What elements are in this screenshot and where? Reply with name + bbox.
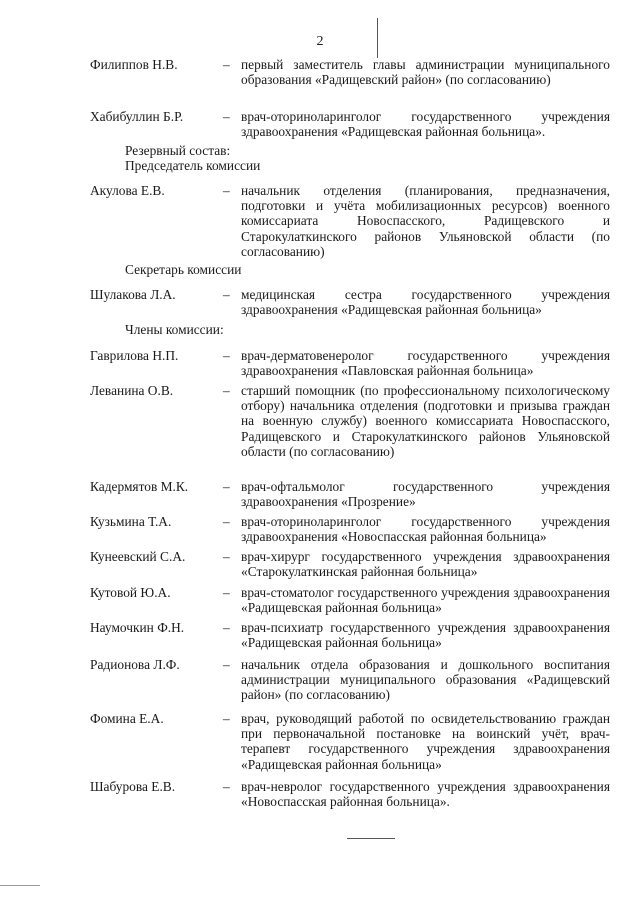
member-entry	[90, 383, 610, 459]
dash: –	[223, 620, 230, 635]
dash: –	[223, 348, 230, 363]
member-entry	[90, 711, 610, 772]
member-entry	[90, 348, 610, 378]
dash: –	[223, 657, 230, 672]
member-role: врач-оториноларинголог государственного учреждения здравоохранения «Новоспасская районная больница»	[241, 514, 610, 545]
member-role: врач-психиатр государственного учреждения здравоохранения «Радищевская районная больница»	[241, 620, 610, 651]
dash: –	[223, 549, 230, 564]
secretary-heading: Секретарь комиссии	[125, 262, 242, 277]
member-name: Кузьмина Т.А.	[90, 514, 172, 529]
member-role: начальник отдела образования и дошкольного воспитания администрации муниципального образования «Радищевский район» (по согласованию)	[241, 657, 610, 703]
member-role: врач-невролог государственного учреждения здравоохранения «Новоспасская районная больница».	[241, 779, 610, 810]
dash: –	[223, 183, 230, 198]
dash: –	[223, 479, 230, 494]
dash: –	[223, 383, 230, 398]
members-heading: Члены комиссии:	[125, 322, 224, 337]
dash: –	[223, 514, 230, 529]
member-role: врач-дерматовенеролог государственного учреждения здравоохранения «Павловская районная больница»	[241, 348, 610, 379]
member-name: Шабурова Е.В.	[90, 779, 176, 794]
member-role: врач-хирург государственного учреждения здравоохранения «Старокулаткинская районная больница»	[241, 549, 610, 580]
member-role: начальник отделения (планирования, предназначения, подготовки и учёта мобилизационных ресурсов) военного комиссариата Новоспасского, Радищевского и Старокулаткинского районов Ульяновской области (по согласованию)	[241, 183, 610, 259]
member-role: врач-оториноларинголог государственного учреждения здравоохранения «Радищевская районная больница».	[241, 109, 610, 140]
member-entry	[90, 479, 610, 509]
member-role: первый заместитель главы администрации муниципального образования «Радищевский район» (по согласованию)	[241, 57, 610, 88]
member-entry	[90, 657, 610, 703]
member-entry-khabibullin	[90, 109, 610, 139]
member-entry	[90, 514, 610, 544]
member-name: Шулакова Л.А.	[90, 287, 176, 302]
member-entry	[90, 620, 610, 650]
scan-mark-bottom	[347, 838, 395, 839]
dash: –	[223, 779, 230, 794]
member-role: медицинская сестра государственного учреждения здравоохранения «Радищевская районная больница»	[241, 287, 610, 318]
member-name: Кутовой Ю.А.	[90, 585, 171, 600]
reserve-title: Резервный состав:	[125, 143, 231, 158]
member-entry	[90, 585, 610, 615]
member-entry	[90, 549, 610, 579]
chair-heading: Председатель комиссии	[125, 158, 261, 173]
member-name: Акулова Е.В.	[90, 183, 165, 198]
scan-mark-bottom-left	[0, 885, 40, 886]
member-name: Радионова Л.Ф.	[90, 657, 180, 672]
dash: –	[223, 711, 230, 726]
secretary-entry	[90, 287, 610, 317]
member-name: Наумочкин Ф.Н.	[90, 620, 185, 635]
dash: –	[223, 287, 230, 302]
member-name: Фомина Е.А.	[90, 711, 164, 726]
member-entry-filippov	[90, 57, 610, 87]
dash: –	[223, 109, 230, 124]
member-role: врач-офтальмолог государственного учреждения здравоохранения «Прозрение»	[241, 479, 610, 510]
dash: –	[223, 57, 230, 72]
member-name: Кунеевский С.А.	[90, 549, 186, 564]
member-role: врач-стоматолог государственного учреждения здравоохранения «Радищевская районная больница»	[241, 585, 610, 616]
member-name: Леванина О.В.	[90, 383, 174, 398]
member-name: Гаврилова Н.П.	[90, 348, 179, 363]
member-name: Хабибуллин Б.Р.	[90, 109, 184, 124]
member-name: Филиппов Н.В.	[90, 57, 178, 72]
dash: –	[223, 585, 230, 600]
chair-entry	[90, 183, 610, 259]
page-number: 2	[316, 34, 324, 49]
member-role: врач, руководящий работой по освидетельствованию граждан при первоначальной постановке на воинский учёт, врач-терапевт государственного учреждения здравоохранения «Радищевская районная больница»	[241, 711, 610, 772]
member-name: Кадермятов М.К.	[90, 479, 189, 494]
member-role: старший помощник (по профессиональному психологическому отбору) начальника отделения (подготовки и призыва граждан на военную службу) военного комиссариата Новоспасского, Радищевского и Старокулаткинского районов Ульяновской области (по согласованию)	[241, 383, 610, 459]
member-entry	[90, 779, 610, 809]
